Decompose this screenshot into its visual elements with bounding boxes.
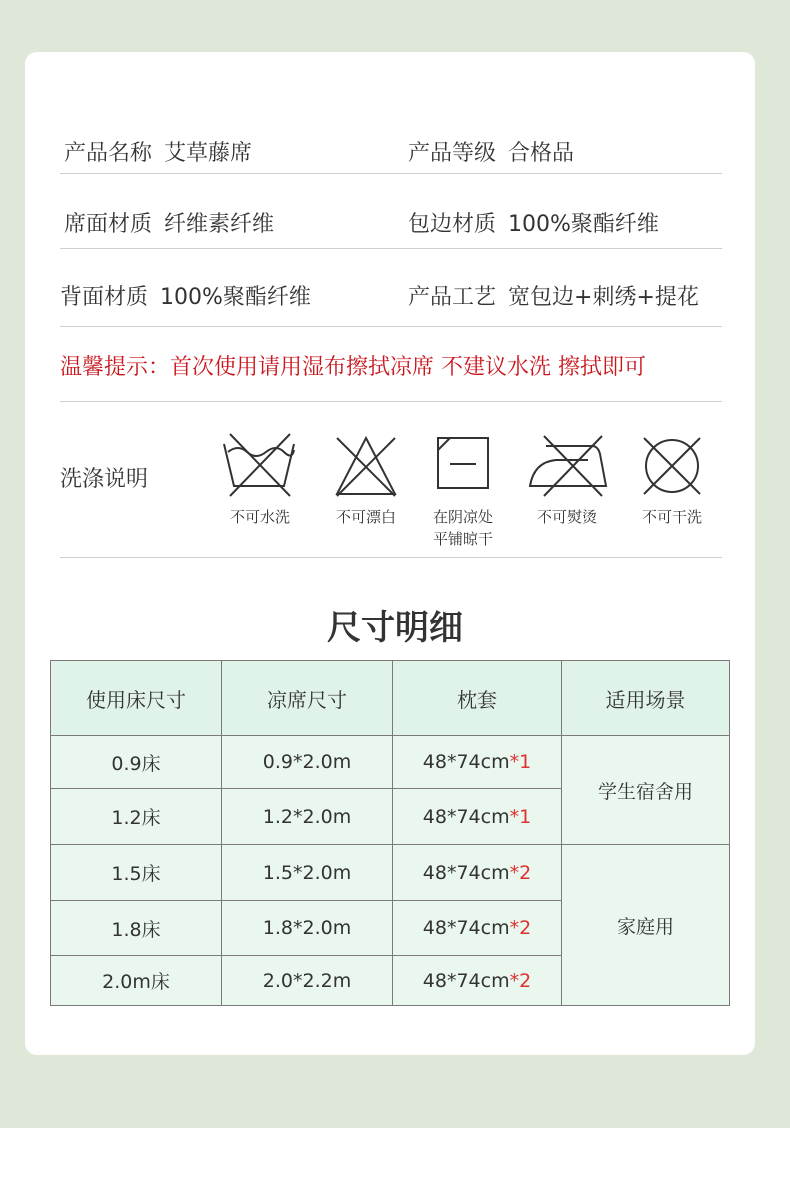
pillow-qty: *2 xyxy=(509,917,532,939)
table-row xyxy=(51,736,730,789)
spec-item xyxy=(408,207,659,238)
pillow-cell xyxy=(393,901,562,956)
mat-size-cell: 2.0*2.2m xyxy=(222,956,393,1006)
divider xyxy=(60,401,722,402)
spec-row-3 xyxy=(60,280,722,327)
spec-row-1 xyxy=(60,136,722,174)
spec-value: 100%聚酯纤维 xyxy=(160,285,311,310)
pillow-qty: *1 xyxy=(509,751,532,773)
bed-size-cell: 2.0m床 xyxy=(51,956,222,1006)
table-header-row xyxy=(51,661,730,736)
spec-row-2 xyxy=(60,207,722,249)
pillow-qty: *2 xyxy=(509,861,532,884)
spec-value: 艾草藤席 xyxy=(164,141,253,166)
care-notice: 温馨提示：首次使用请用湿布擦拭凉席 不建议水洗 擦拭即可 xyxy=(60,355,646,380)
mat-size-cell: 0.9*2.0m xyxy=(222,736,393,789)
dry-label xyxy=(423,506,503,550)
bed-size-cell: 1.2床 xyxy=(51,789,222,845)
scene-cell: 家庭用 xyxy=(562,845,730,1006)
no-wash-icon xyxy=(220,430,300,500)
spec-label: 包边材质 xyxy=(408,212,497,237)
pillow-size: 48*74cm xyxy=(422,861,510,884)
spec-label: 产品工艺 xyxy=(408,285,497,310)
spec-label: 产品名称 xyxy=(64,141,153,166)
table-row xyxy=(51,845,730,901)
header-pillowcase: 枕套 xyxy=(393,661,562,736)
no-bleach-icon xyxy=(333,434,399,498)
wash-label: 不可水洗 xyxy=(229,508,290,526)
pillow-size: 48*74cm xyxy=(422,969,510,992)
header-mat-size: 凉席尺寸 xyxy=(222,661,393,736)
size-title: 尺寸明细 xyxy=(327,608,463,648)
header-scene: 适用场景 xyxy=(562,661,730,736)
bed-size-cell: 1.8床 xyxy=(51,901,222,956)
header-bed-size: 使用床尺寸 xyxy=(51,661,222,736)
spec-label: 背面材质 xyxy=(60,285,149,310)
scene-cell: 学生宿舍用 xyxy=(562,736,730,845)
spec-value: 合格品 xyxy=(508,141,575,166)
pillow-cell xyxy=(393,789,562,845)
pillow-size: 48*74cm xyxy=(422,805,510,828)
mat-size-cell: 1.8*2.0m xyxy=(222,901,393,956)
iron-label: 不可熨烫 xyxy=(536,508,597,526)
divider xyxy=(60,557,722,558)
wash-title: 洗涤说明 xyxy=(60,467,149,492)
pillow-cell xyxy=(393,956,562,1006)
dry-label-line1: 在阴凉处 xyxy=(432,508,493,526)
spec-item xyxy=(64,207,274,238)
pillow-qty: *1 xyxy=(509,805,532,828)
spec-item xyxy=(64,136,252,167)
mat-size-cell: 1.5*2.0m xyxy=(222,845,393,901)
shade-flat-dry-icon xyxy=(436,436,490,490)
pillow-cell xyxy=(393,736,562,789)
spec-label: 席面材质 xyxy=(64,212,153,237)
mat-size-cell: 1.2*2.0m xyxy=(222,789,393,845)
spec-item xyxy=(408,280,699,311)
spec-value: 纤维素纤维 xyxy=(164,212,275,237)
spec-value: 宽包边+刺绣+提花 xyxy=(508,285,699,310)
spec-item xyxy=(408,136,574,167)
bed-size-cell: 1.5床 xyxy=(51,845,222,901)
size-table xyxy=(50,660,730,1006)
pillow-cell xyxy=(393,845,562,901)
bleach-label: 不可漂白 xyxy=(335,508,396,526)
pillow-size: 48*74cm xyxy=(422,751,510,773)
no-dry-clean-icon xyxy=(640,434,704,498)
dry-clean-label: 不可干洗 xyxy=(641,508,702,526)
dry-label-line2: 平铺晾干 xyxy=(432,530,493,548)
spec-item xyxy=(60,280,311,311)
spec-label: 产品等级 xyxy=(408,141,497,166)
bed-size-cell: 0.9床 xyxy=(51,736,222,789)
no-iron-icon xyxy=(526,432,610,500)
spec-value: 100%聚酯纤维 xyxy=(508,212,659,237)
pillow-qty: *2 xyxy=(509,969,532,992)
pillow-size: 48*74cm xyxy=(422,917,510,939)
